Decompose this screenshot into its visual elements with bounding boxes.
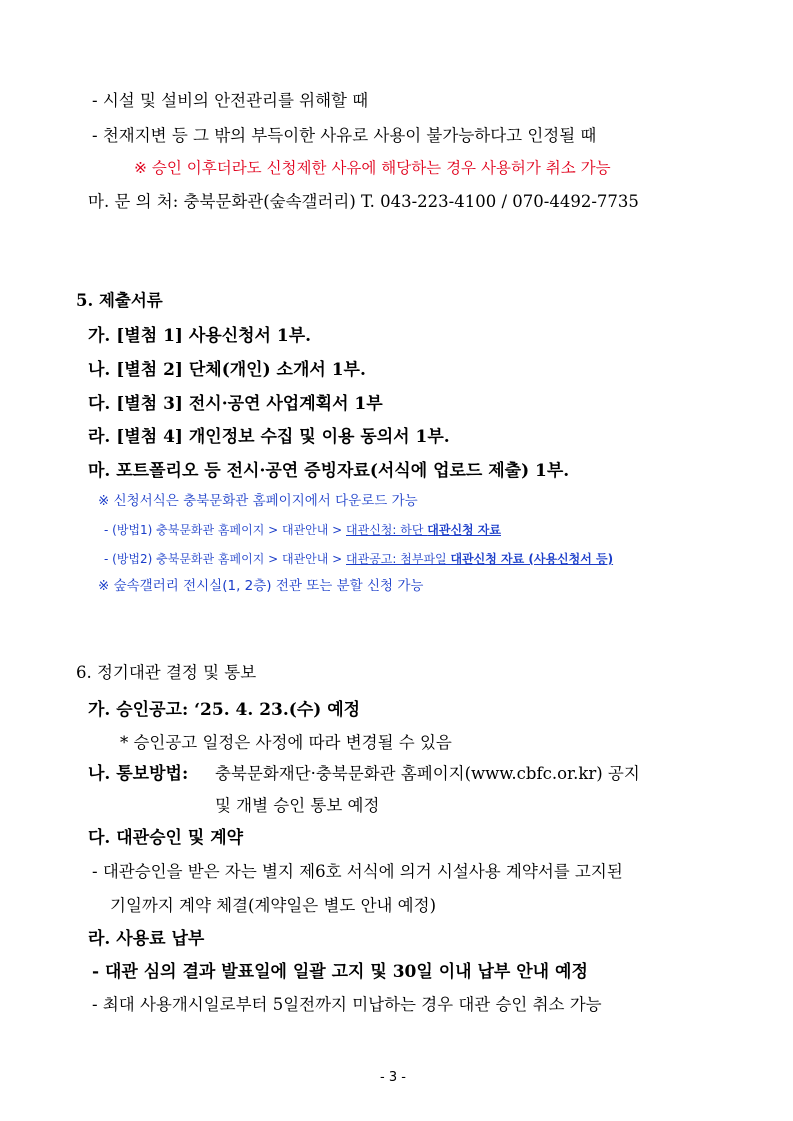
gallery-note: ※ 숲속갤러리 전시실(1, 2층) 전관 또는 분할 신청 가능 — [98, 578, 424, 594]
method-1-link[interactable]: 대관신청: 하단 대관신청 자료 — [346, 523, 501, 537]
approval-schedule-note: * 승인공고 일정은 사정에 따라 변경될 수 있음 — [120, 733, 452, 752]
cancellation-note: ※ 승인 이후더라도 신청제한 사유에 해당하는 경우 사용허가 취소 가능 — [134, 159, 611, 177]
section-6-title: 6. 정기대관 결정 및 통보 — [76, 663, 257, 682]
condition-line-safety: - 시설 및 설비의 안전관리를 위해할 때 — [92, 91, 369, 110]
submission-item: 마. 포트폴리오 등 전시·공연 증빙자료(서식에 업로드 제출) 1부. — [88, 461, 570, 481]
section-5-title: 5. 제출서류 — [76, 291, 163, 310]
approval-notice-date: 가. 승인공고: ‘25. 4. 23.(수) 예정 — [88, 700, 361, 720]
method-1-path: - (방법1) 충북문화관 홈페이지 > 대관안내 > — [104, 523, 347, 537]
page-number: - 3 - — [380, 1070, 406, 1085]
contact-line: 마. 문 의 처: 충북문화관(숲속갤러리) T. 043-223-4100 / 070-4492-7735 — [88, 192, 639, 211]
fee-payment-heading: 라. 사용료 납부 — [88, 929, 205, 949]
submission-item: 라. [별첨 4] 개인정보 수집 및 이용 동의서 1부. — [88, 427, 450, 447]
download-note: ※ 신청서식은 충북문화관 홈페이지에서 다운로드 가능 — [98, 493, 418, 509]
notification-method-text-cont: 및 개별 승인 통보 예정 — [215, 796, 380, 815]
submission-item: 다. [별첨 3] 전시·공연 사업계획서 1부 — [88, 394, 383, 414]
notification-method-text: 충북문화재단·충북문화관 홈페이지(www.cbfc.or.kr) 공지 — [215, 764, 640, 783]
notification-method-label: 나. 통보방법: — [88, 764, 189, 784]
fee-payment-line-2: - 최대 사용개시일로부터 5일전까지 미납하는 경우 대관 승인 취소 가능 — [92, 995, 602, 1014]
method-1-line — [104, 524, 501, 536]
condition-line-disaster: - 천재지변 등 그 밖의 부득이한 사유로 사용이 불가능하다고 인정될 때 — [92, 126, 597, 145]
submission-item: 가. [별첨 1] 사용신청서 1부. — [88, 326, 312, 346]
contract-line-1: - 대관승인을 받은 자는 별지 제6호 서식에 의거 시설사용 계약서를 고지된 — [92, 862, 623, 881]
approval-contract-heading: 다. 대관승인 및 계약 — [88, 828, 244, 848]
contract-line-2: 기일까지 계약 체결(계약일은 별도 안내 예정) — [110, 896, 437, 915]
submission-item: 나. [별첨 2] 단체(개인) 소개서 1부. — [88, 360, 366, 380]
method-2-line — [104, 553, 613, 565]
fee-payment-line-1: - 대관 심의 결과 발표일에 일괄 고지 및 30일 이내 납부 안내 예정 — [92, 962, 588, 982]
method-2-path: - (방법2) 충북문화관 홈페이지 > 대관안내 > — [104, 552, 347, 566]
method-2-link[interactable]: 대관공고: 첨부파일 대관신청 자료 (사용신청서 등) — [346, 552, 614, 566]
